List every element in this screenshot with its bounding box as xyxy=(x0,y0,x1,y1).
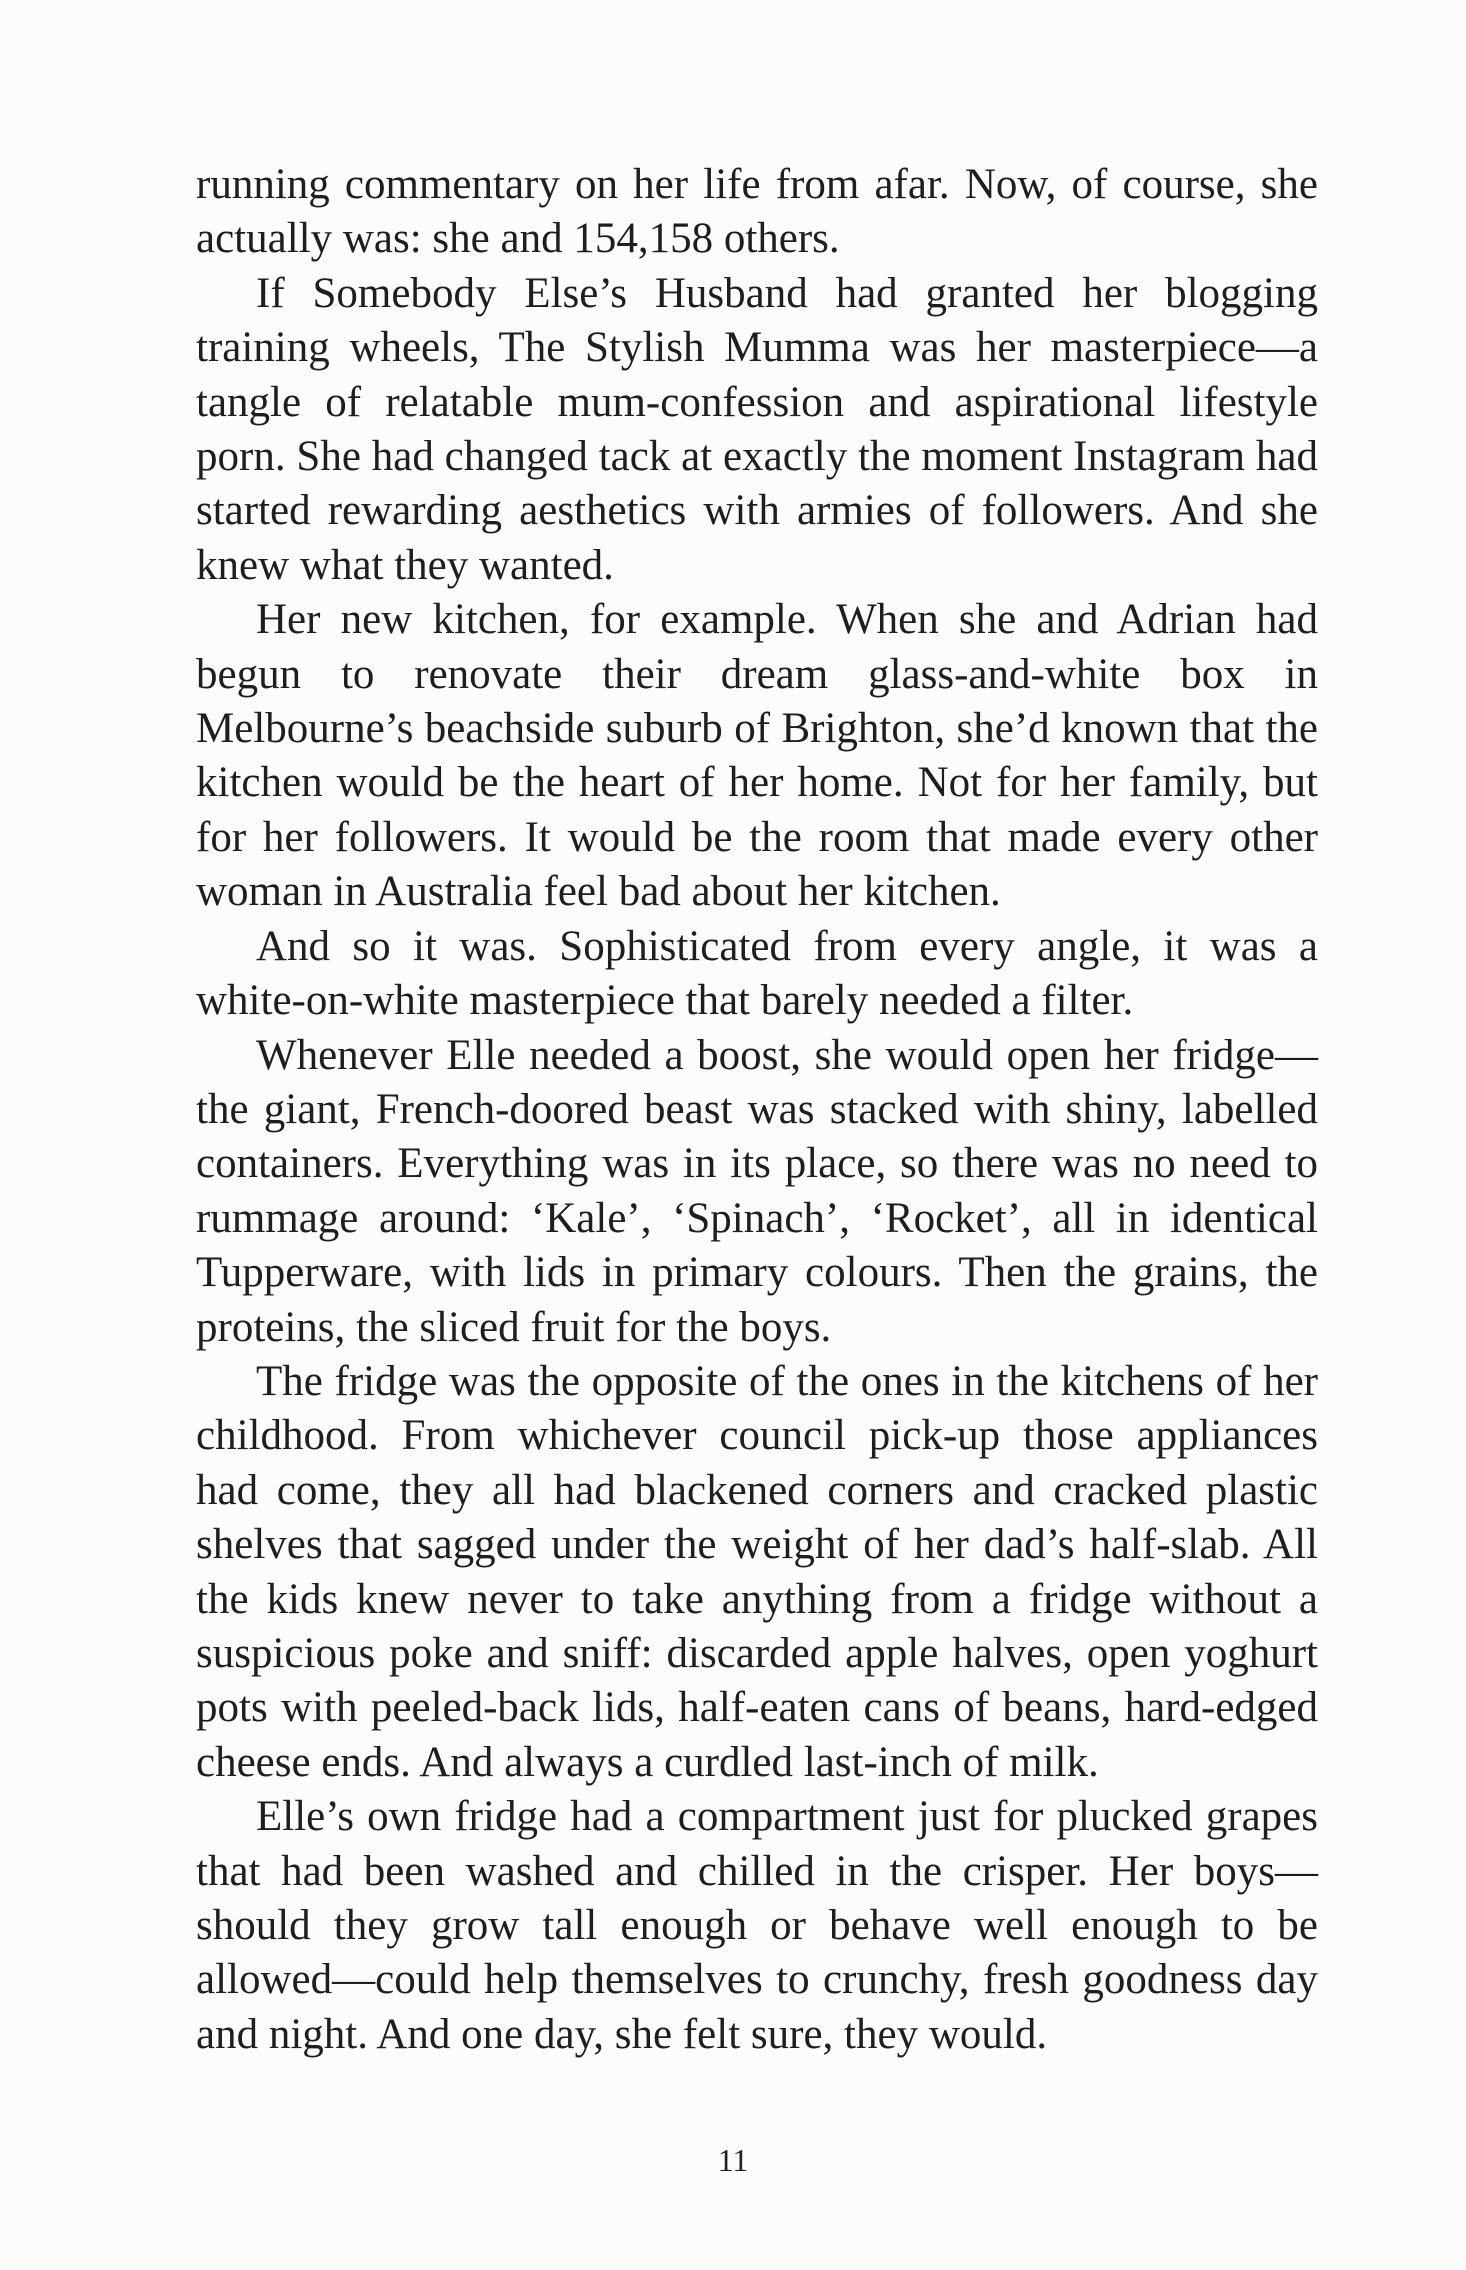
page-number: 11 xyxy=(717,2142,749,2178)
paragraph-sophisticated: And so it was. Sophisticated from every angle, it was a white-on-white masterpiece that barely needed a filter. xyxy=(196,922,1318,1025)
paragraph-fridge: Whenever Elle needed a boost, she would open her fridge—the giant, French-doored beast was stacked with shiny, labelled containers. Everything was in its place, so there was no need to rummage around: ‘Kale’, ‘Spinach’, ‘Rocket’, all in identical Tupperware, with lids in primary colours. Then the grains, the proteins, the sliced fruit for the boys. xyxy=(196,1031,1318,1351)
paragraph-blogging: If Somebody Else’s Husband had granted her blogging training wheels, The Stylish Mumma was her masterpiece—a tangle of relatable mum-confession and aspirational lifestyle porn. She had changed tack at exactly the moment Instagram had started rewarding aesthetics with armies of followers. And she knew what they wanted. xyxy=(196,269,1318,589)
paragraph-kitchen: Her new kitchen, for example. When she and Adrian had begun to renovate their dream glass-and-white box in Melbourne’s beachside suburb of Brighton, she’d known that the kitchen would be the heart of her home. Not for her family, but for her followers. It would be the room that made every other woman in Australia feel bad about her kitchen. xyxy=(196,596,1318,916)
body-text xyxy=(196,158,1318,2062)
paragraph-childhood: The fridge was the opposite of the ones in the kitchens of her childhood. From whichever council pick-up those appliances had come, they all had blackened corners and cracked plastic shelves that sagged under the weight of her dad’s half-slab. All the kids knew never to take anything from a fridge without a suspicious poke and sniff: discarded apple halves, open yoghurt pots with peeled-back lids, half-eaten cans of beans, hard-edged cheese ends. And always a curdled last-inch of milk. xyxy=(196,1357,1318,1786)
paragraph-continued: running commentary on her life from afar. Now, of course, she actually was: she and 154,158 others. xyxy=(196,161,1318,263)
paragraph-grapes: Elle’s own fridge had a compartment just for plucked grapes that had been washed and chilled in the crisper. Her boys—should they grow tall enough or behave well enough to be allowed—could help themselves to crunchy, fresh goodness day and night. And one day, she felt sure, they would. xyxy=(196,1793,1318,2058)
